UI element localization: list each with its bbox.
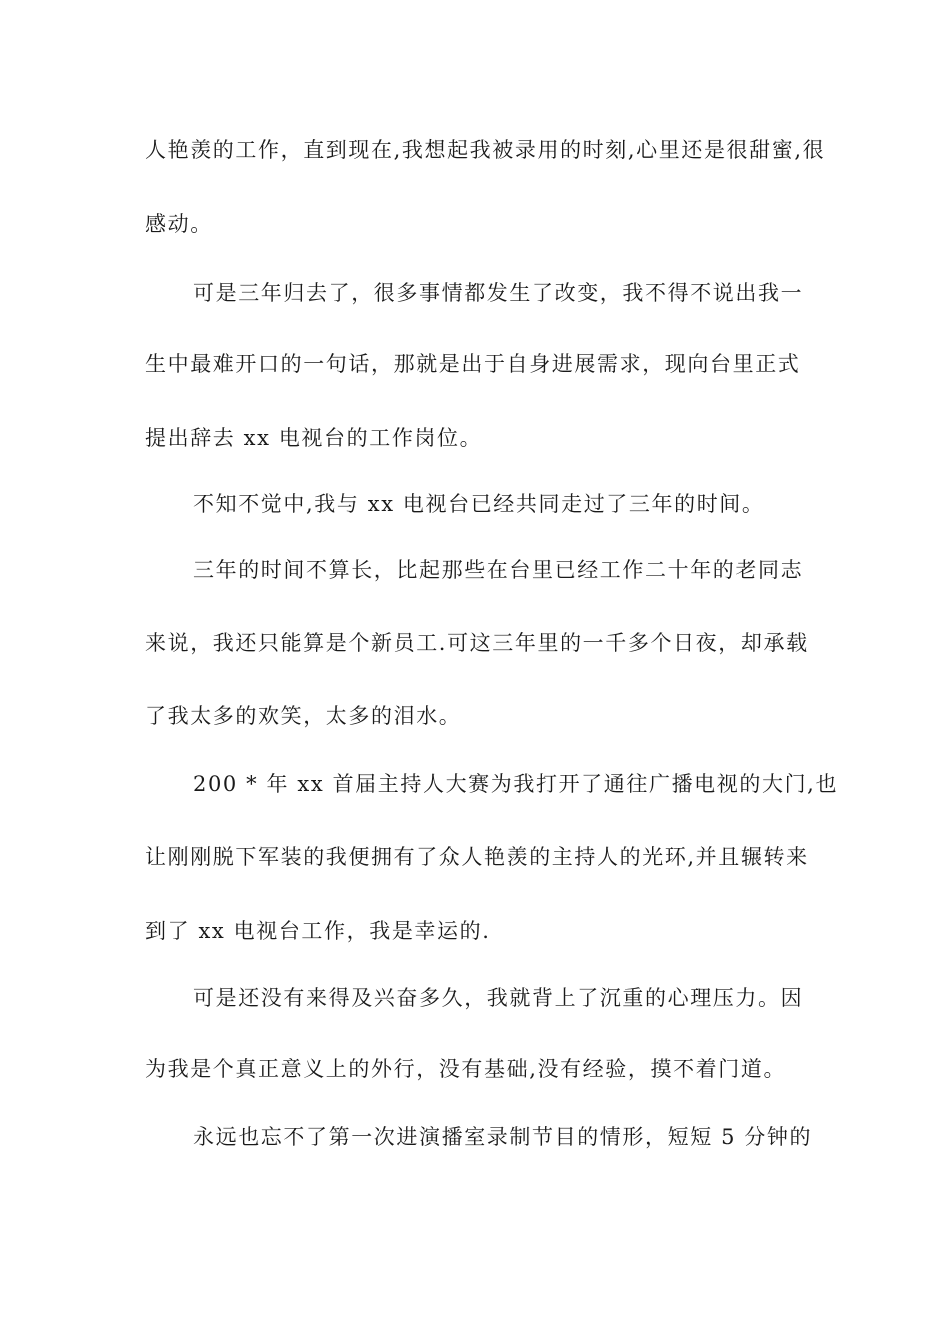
text-line: 让刚刚脱下军装的我便拥有了众人艳羡的主持人的光环,并且辗转来 [145,845,809,869]
text-line: 提出辞去 xx 电视台的工作岗位。 [145,426,483,450]
text-line: 来说，我还只能算是个新员工.可这三年里的一千多个日夜，却承载 [145,631,809,655]
text-line: 感动。 [145,212,213,236]
text-line: 生中最难开口的一句话，那就是出于自身进展需求，现向台里正式 [145,352,801,376]
text-line: 可是还没有来得及兴奋多久，我就背上了沉重的心理压力。因 [193,986,804,1010]
text-line: 了我太多的欢笑，太多的泪水。 [145,704,462,728]
text-line: 为我是个真正意义上的外行，没有基础,没有经验，摸不着门道。 [145,1057,787,1081]
text-line: 人艳羡的工作，直到现在,我想起我被录用的时刻,心里还是很甜蜜,很 [145,138,826,162]
text-line: 到了 xx 电视台工作，我是幸运的. [145,919,491,943]
text-line: 可是三年归去了，很多事情都发生了改变，我不得不说出我一 [193,281,804,305]
text-line: 永远也忘不了第一次进演播室录制节目的情形，短短 5 分钟的 [193,1125,813,1149]
text-line: 三年的时间不算长，比起那些在台里已经工作二十年的老同志 [193,558,804,582]
text-line: 200 * 年 xx 首届主持人大赛为我打开了通往广播电视的大门,也 [193,772,839,796]
text-line: 不知不觉中,我与 xx 电视台已经共同走过了三年的时间。 [193,492,765,516]
